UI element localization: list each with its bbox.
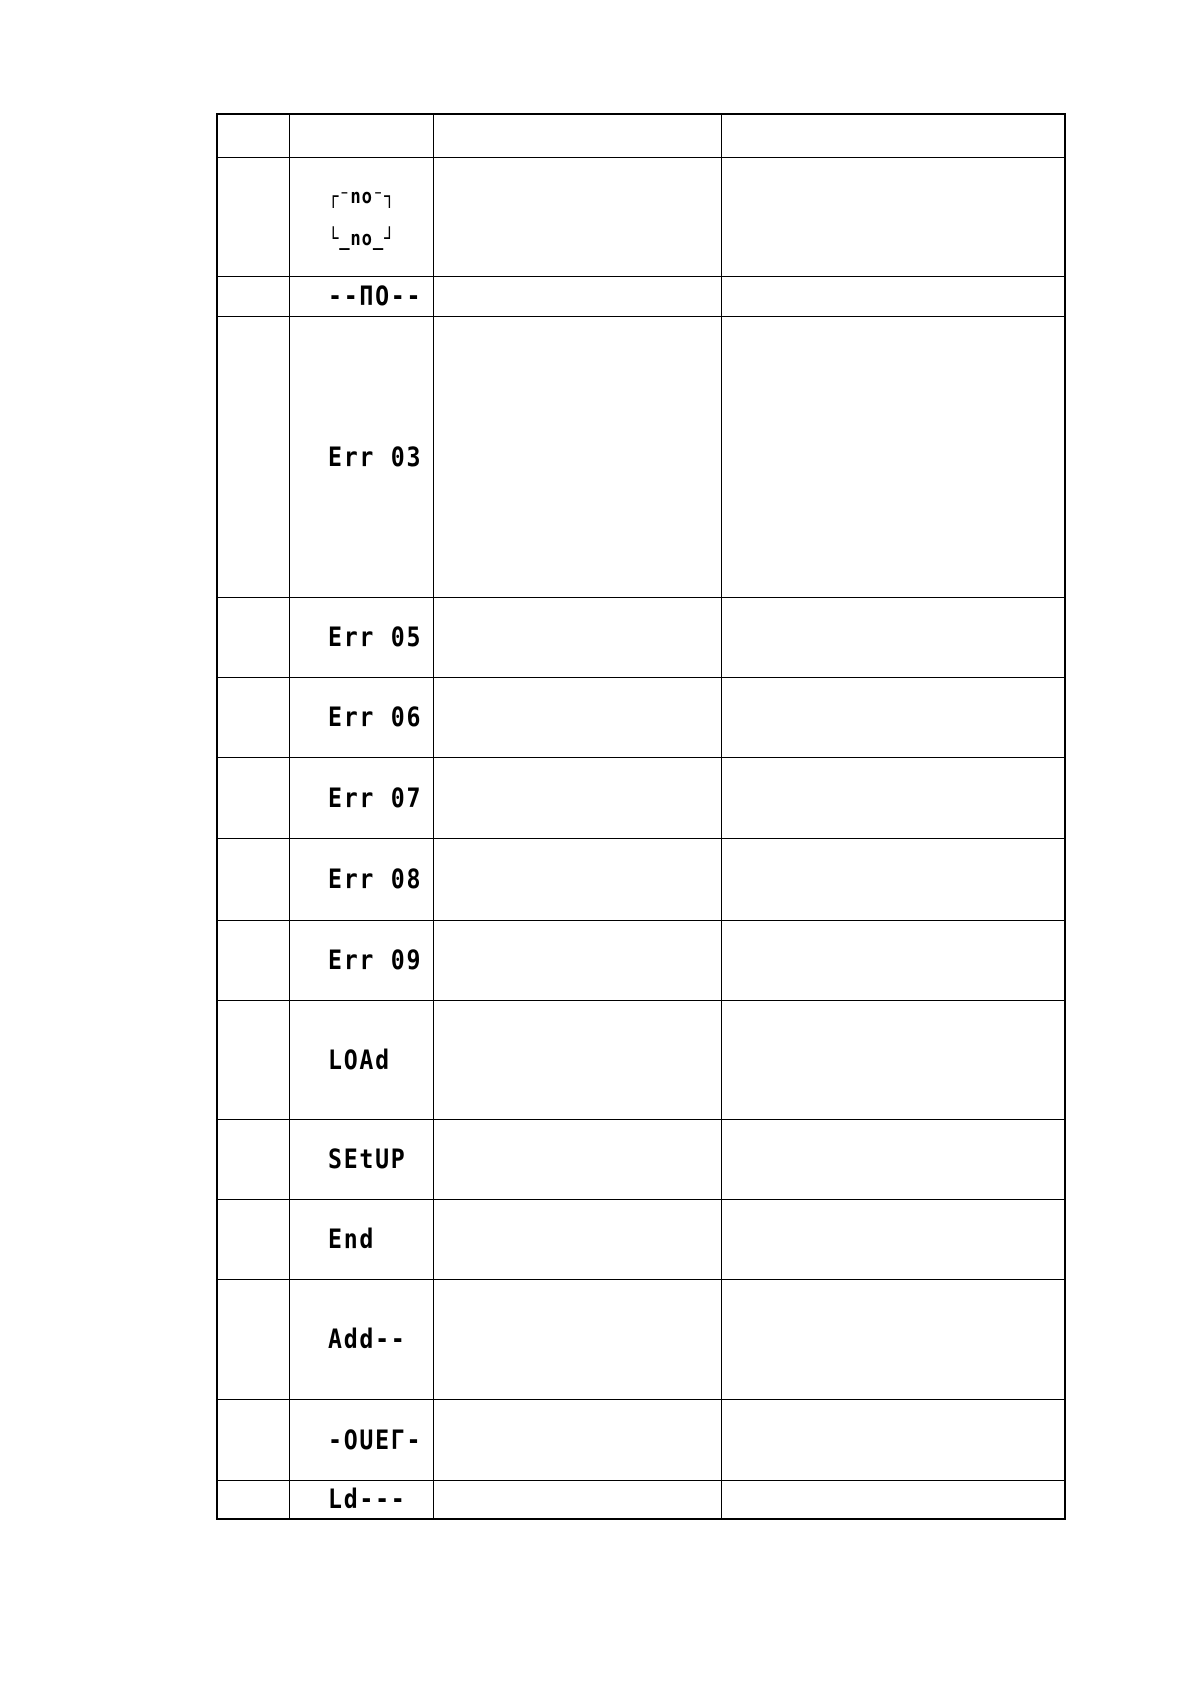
- table-row: [217, 758, 1065, 839]
- row-cell-3: [433, 839, 721, 921]
- row-cell-3: [433, 921, 721, 1001]
- row-cell-3: [433, 277, 721, 317]
- display-codes-table: [216, 113, 1066, 1520]
- row-cell-4: [721, 1400, 1065, 1481]
- row-cell-1: [217, 1200, 289, 1280]
- display-code: Err 07: [327, 782, 422, 814]
- table-header-row: [217, 114, 1065, 158]
- display-code-cell: [289, 317, 433, 598]
- display-code-cell: [289, 1120, 433, 1200]
- row-cell-4: [721, 317, 1065, 598]
- display-code: --ΠO--: [327, 281, 422, 312]
- display-code-cell: [289, 158, 433, 277]
- display-code: Err 09: [327, 945, 422, 976]
- row-cell-3: [433, 1400, 721, 1481]
- display-code-cell: [289, 678, 433, 758]
- row-cell-4: [721, 678, 1065, 758]
- row-cell-4: [721, 1481, 1065, 1520]
- header-cell-1: [217, 114, 289, 158]
- row-cell-3: [433, 317, 721, 598]
- row-cell-1: [217, 1400, 289, 1481]
- row-cell-3: [433, 1481, 721, 1520]
- display-code: ┌⁻no⁻┐: [327, 184, 395, 208]
- display-code: SEtUP: [327, 1144, 407, 1175]
- row-cell-3: [433, 598, 721, 678]
- row-cell-4: [721, 1200, 1065, 1280]
- display-code: Err 03: [327, 441, 422, 473]
- display-code-cell: [289, 921, 433, 1001]
- table-row: [217, 277, 1065, 317]
- display-code-cell: [289, 758, 433, 839]
- row-cell-4: [721, 1001, 1065, 1120]
- display-code: Err 06: [327, 702, 422, 733]
- display-code-cell: [289, 277, 433, 317]
- row-cell-1: [217, 1001, 289, 1120]
- table-row: [217, 317, 1065, 598]
- display-code: Err 08: [327, 864, 422, 895]
- display-code-cell: [289, 1001, 433, 1120]
- table-row: [217, 1120, 1065, 1200]
- display-code-cell: [289, 598, 433, 678]
- row-cell-3: [433, 158, 721, 277]
- row-cell-3: [433, 1200, 721, 1280]
- row-cell-1: [217, 678, 289, 758]
- row-cell-3: [433, 1120, 721, 1200]
- display-code-cell: [289, 1280, 433, 1400]
- table-row: [217, 1481, 1065, 1520]
- row-cell-1: [217, 1280, 289, 1400]
- display-code: LOAd: [327, 1044, 391, 1076]
- display-code-cell: [289, 1481, 433, 1520]
- row-cell-4: [721, 1120, 1065, 1200]
- row-cell-4: [721, 598, 1065, 678]
- row-cell-3: [433, 1001, 721, 1120]
- row-cell-1: [217, 277, 289, 317]
- display-code-cell: [289, 1200, 433, 1280]
- header-cell-3: [433, 114, 721, 158]
- display-code-cell: [289, 839, 433, 921]
- display-code: End: [327, 1224, 375, 1255]
- table-row: [217, 678, 1065, 758]
- row-cell-1: [217, 839, 289, 921]
- row-cell-4: [721, 277, 1065, 317]
- row-cell-1: [217, 598, 289, 678]
- header-cell-4: [721, 114, 1065, 158]
- display-code: Ld---: [327, 1484, 407, 1515]
- table-row: [217, 158, 1065, 277]
- table-row: [217, 1280, 1065, 1400]
- row-cell-1: [217, 758, 289, 839]
- row-cell-3: [433, 1280, 721, 1400]
- display-code: -OUEΓ-: [327, 1424, 422, 1456]
- row-cell-1: [217, 158, 289, 277]
- table-row: [217, 598, 1065, 678]
- display-code: └_no_┘: [327, 226, 395, 250]
- row-cell-3: [433, 758, 721, 839]
- table-row: [217, 1200, 1065, 1280]
- row-cell-1: [217, 1481, 289, 1520]
- row-cell-4: [721, 158, 1065, 277]
- display-code: Add--: [327, 1324, 407, 1355]
- row-cell-1: [217, 921, 289, 1001]
- display-code-cell: [289, 1400, 433, 1481]
- row-cell-4: [721, 921, 1065, 1001]
- display-code: Err 05: [327, 622, 422, 653]
- table-row: [217, 839, 1065, 921]
- table-row: [217, 1001, 1065, 1120]
- row-cell-3: [433, 678, 721, 758]
- table-row: [217, 921, 1065, 1001]
- row-cell-4: [721, 1280, 1065, 1400]
- header-cell-2: [289, 114, 433, 158]
- row-cell-1: [217, 317, 289, 598]
- row-cell-1: [217, 1120, 289, 1200]
- row-cell-4: [721, 758, 1065, 839]
- table-row: [217, 1400, 1065, 1481]
- row-cell-4: [721, 839, 1065, 921]
